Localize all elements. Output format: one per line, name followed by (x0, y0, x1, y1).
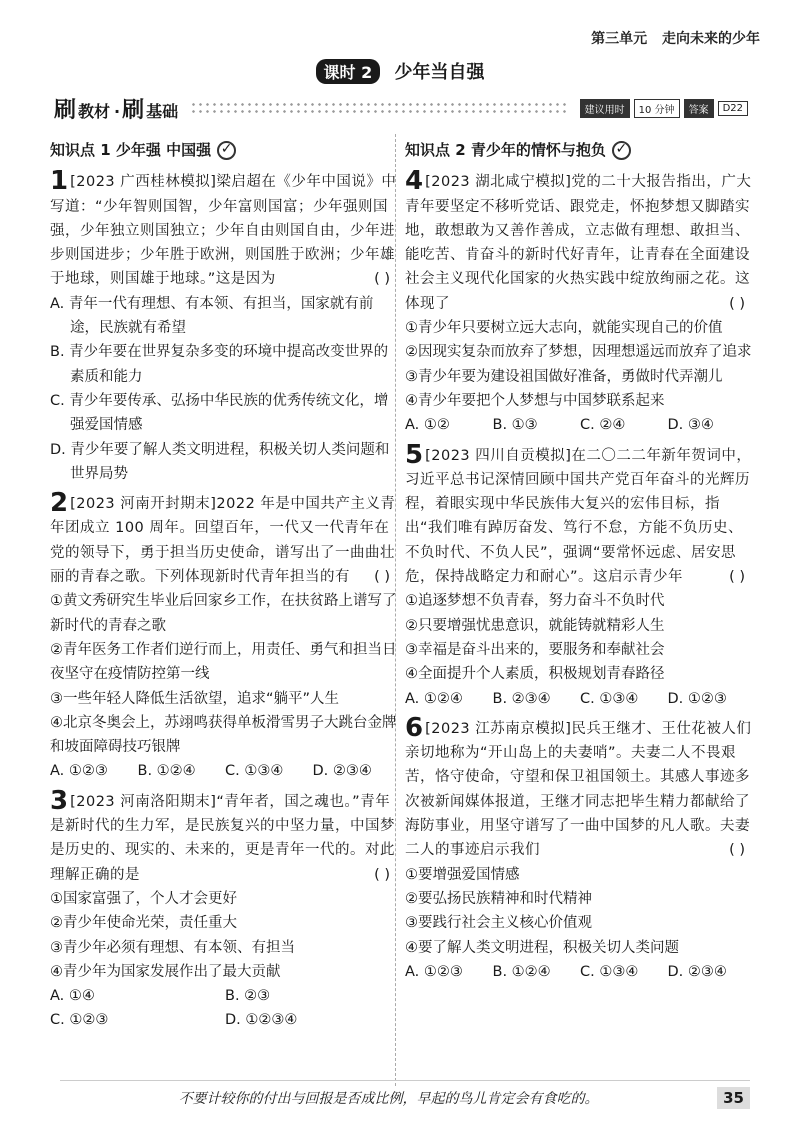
item-4: ④青少年为国家发展作出了最大贡献 (50, 963, 281, 980)
question-stem: [2023 河南洛阳期末]“青年者，国之魂也。”青年是新时代的生力军，是民族复兴的中坚力量，中国梦是历史的、现实的、未来的，更是青年一代的。对此理解正确的是 (50, 793, 395, 883)
time-value: 10 分钟 (634, 99, 680, 118)
brand-a: 刷 (54, 97, 77, 123)
choice-a: A. ①② (405, 417, 450, 434)
item-2: ②要弘扬民族精神和时代精神 (405, 890, 592, 907)
item-1: ①国家富强了，个人才会更好 (50, 890, 237, 907)
question-1 (50, 166, 400, 486)
option-a: A. 青年一代有理想、有本领、有担当，国家就有前途，民族就有希望 (50, 295, 374, 337)
choice-b: B. ②③④ (492, 690, 551, 707)
item-2: ②因现实复杂而放弃了梦想，因理想遥远而放弃了追求 (405, 344, 752, 361)
item-4: ④全面提升个人素质，积极规划青春路径 (405, 666, 665, 683)
answer-parens: ( ) (729, 569, 745, 586)
question-number: 3 (50, 785, 69, 816)
option-d: D. 青少年要了解人类文明进程，积极关切人类问题和世界局势 (50, 441, 390, 482)
right-column (405, 138, 755, 990)
question-2 (50, 488, 400, 784)
item-4: ④青少年要把个人梦想与中国梦联系起来 (405, 392, 665, 409)
brand-a-sub: 教材 (78, 101, 111, 121)
choice-d: D. ①②③ (667, 690, 727, 707)
lesson-badge: 课时 2 (316, 59, 381, 84)
question-number: 6 (405, 712, 424, 743)
dotted-rule (190, 101, 566, 115)
answer-page: D22 (718, 101, 748, 116)
choice-c: C. ①②③ (50, 1012, 109, 1029)
item-1: ①追逐梦想不负青春，努力奋斗不负时代 (405, 593, 665, 610)
item-4: ④北京冬奥会上，苏翊鸣获得单板滑雪男子大跳台金牌和坡面障碍技巧银牌 (50, 714, 397, 756)
choice-a: A. ①②③ (50, 763, 108, 780)
item-2: ②只要增强忧患意识，就能铸就精彩人生 (405, 617, 665, 634)
answer-choices (405, 687, 755, 711)
brand-b-sub: 基础 (146, 101, 179, 121)
answer-parens: ( ) (729, 295, 745, 312)
kp-label: 知识点 1 少年强 中国强 (50, 141, 212, 159)
choice-a: A. ①④ (50, 988, 95, 1005)
choice-d: D. ①②③④ (225, 1012, 298, 1029)
item-1: ①黄文秀研究生毕业后回家乡工作，在扶贫路上谱写了新时代的青春之歌 (50, 593, 397, 634)
lesson-name: 少年当自强 (394, 62, 485, 83)
answer-parens: ( ) (374, 569, 390, 586)
choice-b: B. ①③ (492, 417, 538, 434)
question-number: 5 (405, 439, 424, 470)
answer-label: 答案 (684, 99, 714, 118)
question-stem: [2023 湖北咸宁模拟]党的二十大报告指出，广大青年要坚定不移听党话、跟党走，怀抱梦想又脚踏实地，敢想敢为又善作善成，立志做有理想、敢担当、能吃苦、肯奋斗的新时代好青年，让青春在全面建设社会主义现代化国家的火热实践中绽放绚丽之花。这体现了 (405, 174, 752, 312)
item-3: ③青少年必须有理想、有本领、有担当 (50, 939, 295, 956)
brand-dot: · (114, 101, 121, 121)
knowledge-point-2 (405, 138, 755, 162)
question-6 (405, 712, 755, 984)
answer-choices (405, 960, 755, 984)
brand-label (54, 93, 180, 124)
lesson-title (0, 58, 800, 84)
check-icon: ✓ (612, 141, 631, 160)
knowledge-point-1 (50, 138, 400, 162)
choice-b: B. ①②④ (137, 763, 196, 780)
page-number: 35 (717, 1087, 750, 1109)
choice-c: C. ①③④ (580, 963, 639, 980)
item-3: ③幸福是奋斗出来的，要服务和奉献社会 (405, 641, 665, 658)
choice-c: C. ①③④ (580, 690, 639, 707)
answer-choices (50, 759, 400, 783)
question-number: 4 (405, 166, 424, 197)
unit-header (581, 28, 760, 48)
left-column (50, 138, 400, 1039)
item-3: ③一些年轻人降低生活欲望，追求“躺平”人生 (50, 690, 340, 707)
choice-b: B. ①②④ (492, 963, 551, 980)
question-number: 2 (50, 488, 69, 519)
choice-d: D. ③④ (667, 417, 714, 434)
question-number: 1 (50, 166, 69, 197)
kp-label: 知识点 2 青少年的情怀与抱负 (405, 141, 606, 159)
item-3: ③要践行社会主义核心价值观 (405, 915, 592, 932)
question-stem: [2023 广西桂林模拟]梁启超在《少年中国说》中写道：“少年智则国智，少年富则国富；少年强则国强，少年独立则国独立；少年自由则国自由，少年进步则国进步；少年胜于欧洲，则国胜于欧洲；少年雄于地球，则国雄于地球。”这是因为 (50, 174, 397, 288)
footer-motto: 不要计较你的付出与回报是否成比例，早起的鸟儿肯定会有食吃的。 (178, 1091, 599, 1107)
answer-parens: ( ) (374, 866, 390, 883)
item-1: ①要增强爱国情感 (405, 866, 520, 883)
choice-c: C. ②④ (580, 417, 626, 434)
choice-d: D. ②③④ (312, 763, 372, 780)
option-c: C. 青少年要传承、弘扬中华民族的优秀传统文化，增强爱国情感 (50, 392, 389, 434)
choice-b: B. ②③ (225, 988, 271, 1005)
item-3: ③青少年要为建设祖国做好准备，勇做时代弄潮儿 (405, 368, 723, 385)
question-stem: [2023 四川自贡模拟]在二〇二二年新年贺词中，习近平总书记深情回顾中国共产党百年奋斗的光辉历程，着眼实现中华民族伟大复兴的宏伟目标，指出“我们唯有踔厉奋发、笃行不怠，方能不负历史、不负时代、不负人民”，强调“要常怀远虑、居安思危，保持战略定力和耐心”。这启示青少年 (405, 447, 752, 586)
question-stem: [2023 江苏南京模拟]民兵王继才、王仕花被人们亲切地称为“开山岛上的夫妻哨”。夫妻二人不畏艰苦，恪守使命，守望和保卫祖国领土。其感人事迹多次被新闻媒体报道，王继才同志把毕生精力都献给了海防事业，用坚守谱写了一曲中国梦的凡人歌。夫妻二人的事迹启示我们 (405, 720, 752, 859)
time-label: 建议用时 (580, 99, 630, 118)
choice-d: D. ②③④ (667, 963, 727, 980)
item-1: ①青少年只要树立远大志向，就能实现自己的价值 (405, 320, 723, 337)
answer-parens: ( ) (374, 271, 390, 288)
question-stem: [2023 河南开封期末]2022 年是中国共产主义青年团成立 100 周年。回望百年，一代又一代青年在党的领导下，勇于担当历史使命，谱写出了一曲曲壮丽的青春之歌。下列体现新时代青年担当的有 (50, 496, 396, 586)
option-b: B. 青少年要在世界复杂多变的环境中提高改变世界的素质和能力 (50, 344, 389, 385)
check-icon: ✓ (217, 141, 236, 160)
item-4: ④要了解人类文明进程，积极关切人类问题 (405, 939, 679, 956)
choice-a: A. ①②④ (405, 690, 463, 707)
question-3 (50, 785, 400, 1033)
question-5 (405, 439, 755, 711)
brand-b: 刷 (122, 97, 145, 123)
answer-choices (50, 984, 400, 1033)
item-2: ②青年医务工作者们逆行而上，用责任、勇气和担当日夜坚守在疫情防控第一线 (50, 641, 397, 683)
answer-choices (405, 413, 755, 437)
choice-c: C. ①③④ (225, 763, 284, 780)
section-banner (54, 94, 748, 122)
answer-parens: ( ) (729, 842, 745, 859)
item-2: ②青少年使命光荣，责任重大 (50, 915, 237, 932)
choice-a: A. ①②③ (405, 963, 463, 980)
question-4 (405, 166, 755, 437)
page-footer (60, 1080, 750, 1115)
unit-title: 走向未来的少年 (662, 31, 760, 47)
unit-label: 第三单元 (591, 31, 648, 47)
